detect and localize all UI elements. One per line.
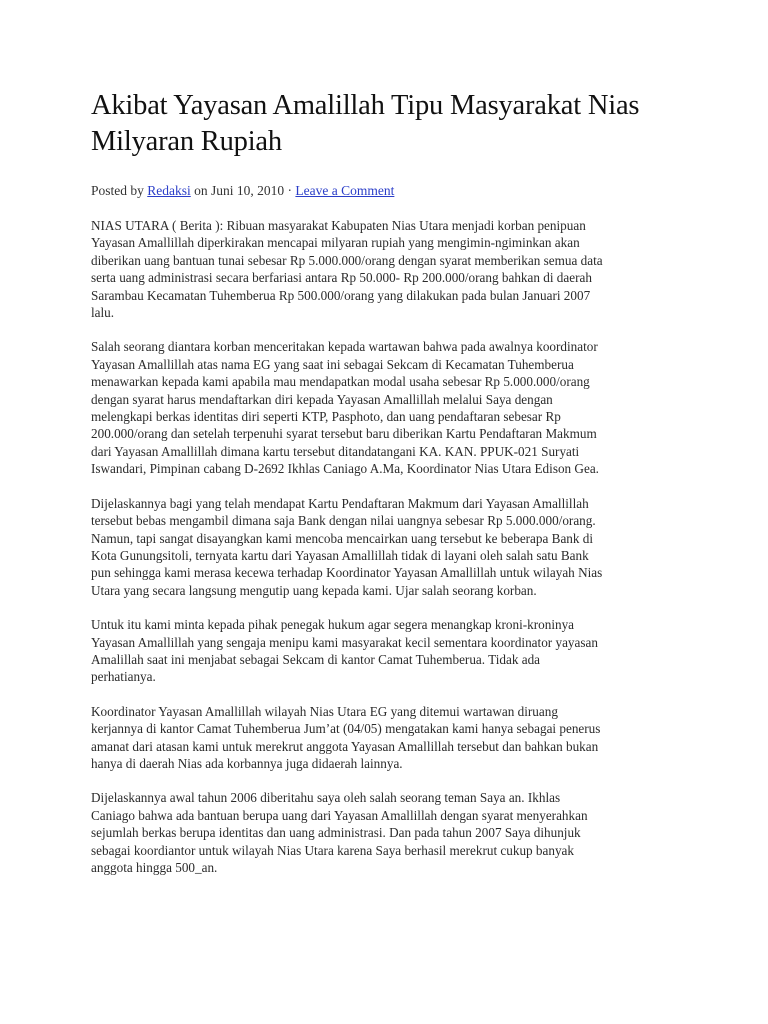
leave-comment-link[interactable]: Leave a Comment bbox=[295, 183, 395, 198]
meta-separator: · bbox=[284, 183, 296, 198]
article-title: Akibat Yayasan Amalillah Tipu Masyarakat Nias Milyaran Rupiah bbox=[91, 90, 640, 157]
article-paragraph-3: Dijelaskannya bagi yang telah mendapat Kartu Pendaftaran Makmum dari Yayasan Amallillah tersebut bebas mengambil dimana saja Bank dengan nilai uangnya sebesar Rp 5.000.000/orang. Namun, tapi sangat disayangkan kami mencoba mencairkan uang tersebut ke beberapa Bank di Kota Gunungsitoli, ternyata kartu dari Yayasan Amallillah tidak di layani oleh salah satu Bank pun sehingga kami merasa kecewa terhadap Koordinator Yayasan Amallillah untuk wilayah Nias Utara yang secara langsung mengutip uang kepada kami. Ujar salah seorang korban. bbox=[91, 495, 603, 598]
article-paragraph-4: Untuk itu kami minta kepada pihak penegak hukum agar segera menangkap kroni-kroninya Yayasan Amallillah yang sengaja menipu kami masyarakat kecil sementara koordinator yayasan Amalillah saat ini menjabat sebagai Sekcam di kantor Camat Tuhemberua. Tidak ada perhatianya. bbox=[91, 617, 598, 685]
post-date: Juni 10, 2010 bbox=[211, 183, 285, 198]
article-paragraph-6: Dijelaskannya awal tahun 2006 diberitahu saya oleh salah seorang teman Saya an. Ikhlas Caniago bahwa ada bantuan berupa uang dari Yayasan Amallillah dengan syarat menyerahkan sejumlah berkas berupa identitas dan uang administrasi. Dan pada tahun 2007 Saya dihunjuk sebagai koordiantor untuk wilayah Nias Utara karena Saya berhasil merekrut cukup banyak anggota hingga 500_an. bbox=[91, 790, 588, 875]
post-meta bbox=[91, 182, 681, 200]
article bbox=[91, 88, 681, 893]
article-paragraph-1: NIAS UTARA ( Berita ): Ribuan masyarakat Kabupaten Nias Utara menjadi korban penipuan Yayasan Amallillah diperkirakan mencapai milyaran rupiah yang mengimin-ngiminkan akan diberikan uang bantuan tunai sebesar Rp 5.000.000/orang dengan syarat memberikan semua data serta uang administrasi secara berfariasi antara Rp 50.000- Rp 200.000/orang bahkan di daerah Sarambau Kecamatan Tuhemberua Rp 500.000/orang yang dilakukan pada bulan Januari 2007 lalu. bbox=[91, 218, 603, 321]
author-link[interactable]: Redaksi bbox=[147, 183, 191, 198]
article-paragraph-2: Salah seorang diantara korban menceritakan kepada wartawan bahwa pada awalnya koordinator Yayasan Amallillah atas nama EG yang saat ini sebagai Sekcam di Kecamatan Tuhemberua menawarkan kepada kami apabila mau mendapatkan modal usaha sebesar Rp 5.000.000/orang dengan syarat harus mendaftarkan diri kepada Yayasan Amallillah melalui Saya dengan melengkapi berkas identitas diri seperti KTP, Pasphoto, dan uang pendaftaran sebesar Rp 200.000/orang dan setelah terpenuhi syarat tersebut baru diberikan Kartu Pendaftaran Makmum dari Yayasan Amallillah dimana kartu tersebut ditandatangani KA. KAN. PPUK-021 Suryati Iswandari, Pimpinan cabang D-2692 Ikhlas Caniago A.Ma, Koordinator Nias Utara Edison Gea. bbox=[91, 339, 599, 477]
article-paragraph-5: Koordinator Yayasan Amallillah wilayah Nias Utara EG yang ditemui wartawan diruang kerjannya di kantor Camat Tuhemberua Jum’at (04/05) mengatakan kami hanya sebagai penerus amanat dari atasan kami untuk merekrut anggota Yayasan Amallillah tersebut dan bahkan bukan hanya di daerah Nias ada korbannya juga didaerah lainnya. bbox=[91, 703, 601, 771]
posted-by-label: Posted by bbox=[91, 183, 148, 198]
on-label: on bbox=[190, 183, 212, 198]
